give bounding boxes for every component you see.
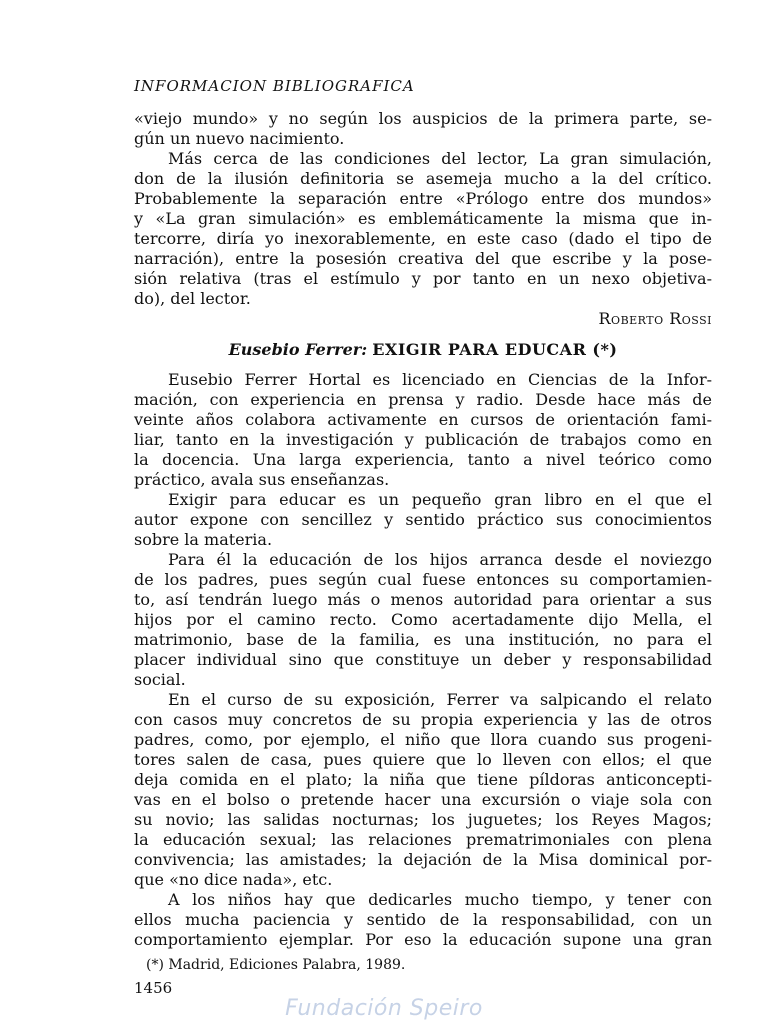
text-line: mación, con experiencia en prensa y radio. Desde hace más de — [134, 390, 712, 409]
text-line: comportamiento ejemplar. Por eso la educación supone una gran — [134, 930, 712, 949]
text-line: vas en el bolso o pretende hacer una excursión o viaje sola con — [134, 790, 712, 809]
text-line: social. — [134, 670, 186, 689]
text-line: don de la ilusión definitoria se asemeja mucho a la del crítico. — [134, 169, 712, 188]
text-line: veinte años colabora activamente en cursos de orientación fami- — [134, 410, 712, 429]
text-line: narración), entre la posesión creativa del que escribe y la pose- — [134, 249, 712, 268]
review-title: EXIGIR PARA EDUCAR (*) — [372, 340, 618, 359]
text-line: tercorre, diría yo inexorablemente, en este caso (dado el tipo de — [134, 229, 712, 248]
watermark-logo: Fundación Speiro — [285, 996, 483, 1021]
text-line: liar, tanto en la investigación y publicación de trabajos como en — [134, 430, 712, 449]
text-line: sobre la materia. — [134, 530, 273, 549]
text-line: Probablemente la separación entre «Prólogo entre dos mundos» — [134, 189, 712, 208]
text-line: En el curso de su exposición, Ferrer va salpicando el relato — [168, 690, 712, 709]
page-number: 1456 — [134, 979, 173, 997]
text-line: su novio; las salidas nocturnas; los juguetes; los Reyes Magos; — [134, 810, 712, 829]
footnote: (*) Madrid, Ediciones Palabra, 1989. — [146, 957, 406, 973]
text-line: ellos mucha paciencia y sentido de la responsabilidad, con un — [134, 910, 712, 929]
text-line: Más cerca de las condiciones del lector, La gran simulación, — [168, 149, 712, 168]
text-line: deja comida en el plato; la niña que tiene píldoras anticoncepti- — [134, 770, 712, 789]
text-line: sión relativa (tras el estímulo y por tanto en un nexo objetiva- — [134, 269, 712, 288]
review-heading — [134, 340, 712, 360]
text-line: la educación sexual; las relaciones prematrimoniales con plena — [134, 830, 712, 849]
text-line: autor expone con sencillez y sentido práctico sus conocimientos — [134, 510, 712, 529]
text-line: convivencia; las amistades; la dejación de la Misa dominical por- — [134, 850, 712, 869]
text-line: A los niños hay que dedicarles mucho tiempo, y tener con — [168, 890, 712, 909]
text-line: Para él la educación de los hijos arranca desde el noviezgo — [168, 550, 712, 569]
review-signature: Roberto Rossi — [598, 309, 712, 328]
text-line: tores salen de casa, pues quiere que lo lleven con ellos; el que — [134, 750, 712, 769]
text-line: «viejo mundo» y no según los auspicios de la primera parte, se- — [134, 109, 712, 128]
text-line: la docencia. Una larga experiencia, tanto a nivel teórico como — [134, 450, 712, 469]
text-line: gún un nuevo nacimiento. — [134, 129, 345, 148]
running-head: INFORMACION BIBLIOGRAFICA — [134, 77, 415, 95]
text-line: práctico, avala sus enseñanzas. — [134, 470, 390, 489]
text-line: Eusebio Ferrer Hortal es licenciado en Ciencias de la Infor- — [168, 370, 712, 389]
text-line: Exigir para educar es un pequeño gran libro en el que el — [168, 490, 712, 509]
text-line: que «no dice nada», etc. — [134, 870, 333, 889]
text-line: matrimonio, base de la familia, es una institución, no para el — [134, 630, 712, 649]
text-line: placer individual sino que constituye un deber y responsabilidad — [134, 650, 712, 669]
text-line: de los padres, pues según cual fuese entonces su comportamien- — [134, 570, 712, 589]
text-line: hijos por el camino recto. Como acertadamente dijo Mella, el — [134, 610, 712, 629]
text-line: padres, como, por ejemplo, el niño que llora cuando sus progeni- — [134, 730, 712, 749]
text-line: con casos muy concretos de su propia experiencia y las de otros — [134, 710, 712, 729]
review-author: Eusebio Ferrer: — [228, 340, 368, 359]
text-line: y «La gran simulación» es emblemáticamente la misma que in- — [134, 209, 712, 228]
text-line: do), del lector. — [134, 289, 251, 308]
text-line: to, así tendrán luego más o menos autoridad para orientar a sus — [134, 590, 712, 609]
